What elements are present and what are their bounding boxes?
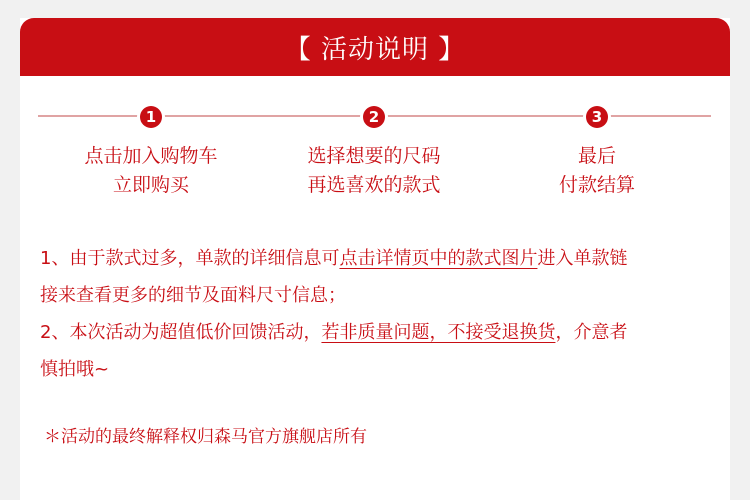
step-2-number-badge: 2	[363, 106, 385, 128]
note-1-line-2: 接来查看更多的细节及面料尺寸信息；	[40, 285, 346, 306]
note-2-line-1	[40, 314, 726, 351]
step-3-line-2: 付款结算	[558, 174, 635, 196]
step-1-number-badge: 1	[140, 106, 162, 128]
note-1-link[interactable]: 点击详情页中的款式图片	[339, 248, 538, 269]
note-2-line-2: 慎拍哦~	[40, 359, 110, 380]
step-1-line-1: 点击加入购物车	[84, 145, 218, 167]
step-1-line-2: 立即购买	[112, 174, 189, 196]
note-1-text-a: 1、由于款式过多，单款的详细信息可	[40, 248, 340, 269]
step-3-line-1: 最后	[577, 145, 616, 167]
step-1-label	[41, 142, 261, 200]
footnote: ＊活动的最终解释权归森马官方旗舰店所有	[44, 427, 367, 447]
step-2-label	[264, 142, 484, 200]
step-2-line-1: 选择想要的尺码	[307, 145, 441, 167]
notes-section	[40, 240, 726, 388]
header-title: 【 活动说明 】	[284, 34, 466, 65]
step-3-number-badge: 3	[586, 106, 608, 128]
step-3-label	[487, 142, 707, 200]
activity-card	[20, 18, 730, 500]
note-1-text-b: 进入单款链	[537, 248, 628, 269]
note-1-line-1	[40, 240, 726, 277]
note-2-emphasis: 若非质量问题，不接受退换货	[321, 322, 556, 343]
note-2-text-b: ，介意者	[555, 322, 628, 343]
activity-header	[20, 18, 730, 76]
note-2-text-a: 2、本次活动为超值低价回馈活动，	[40, 322, 322, 343]
step-2-line-2: 再选喜欢的款式	[307, 174, 441, 196]
